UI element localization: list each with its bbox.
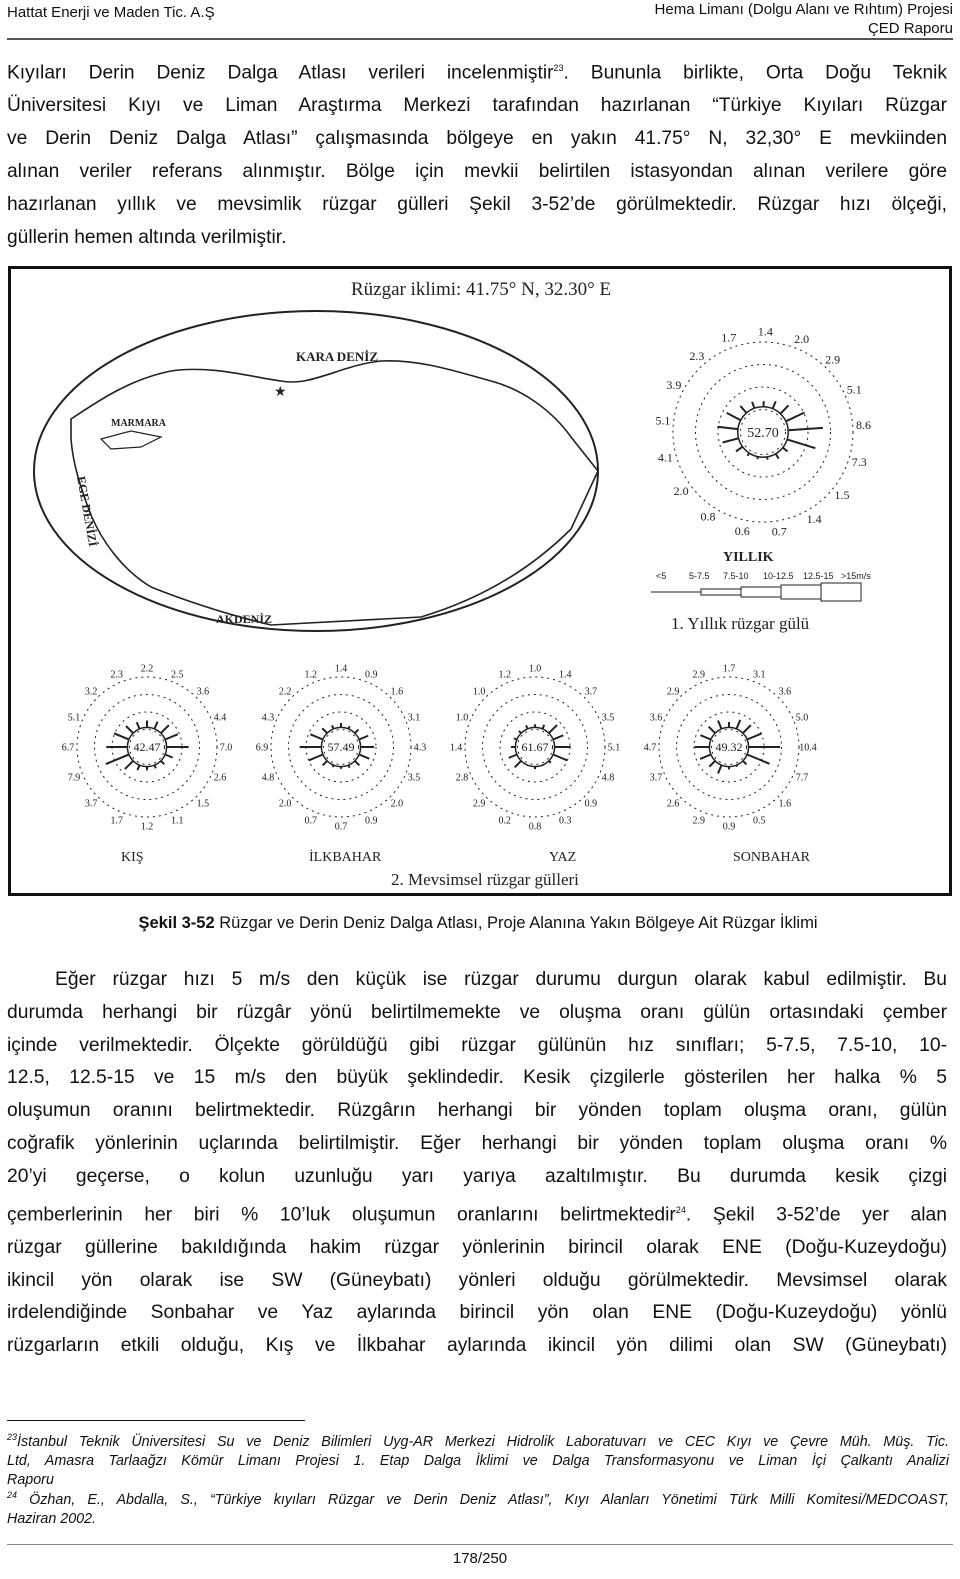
rose-arm [773,401,776,408]
direction-frequency-label: 5.1 [655,413,671,428]
rose-arm [747,733,762,739]
direction-frequency-label: 3.7 [84,798,98,810]
scale-label: 7.5-10 [723,571,749,581]
rose-arm [125,761,133,769]
rose-arm [137,765,139,770]
direction-frequency-label: 3.7 [649,772,663,784]
rose-arm [359,736,368,740]
rose-arm [165,755,173,758]
rose-arm [718,765,721,773]
scale-label: 12.5-15 [803,571,834,581]
rose-arm [355,761,359,765]
direction-frequency-label: 0.3 [558,815,572,827]
text-span: Kıyıları Derin Deniz Dalga Atlası verileri incelenmiştir [7,62,554,84]
direction-frequency-label: 1.2 [498,669,512,681]
direction-frequency-label: 5.1 [846,382,862,397]
footnote-text: İstanbul Teknik Üniversitesi Su ve Deniz Bilimleri Uyg-AR Merkezi Hidrolik Laboratuvarı ve CEC Kıyı ve Çevre Müh. Müş. Tic. [17,1433,949,1450]
body-paragraph [7,964,947,1363]
direction-frequency-label: 1.7 [721,330,737,345]
direction-frequency-label: 6.9 [255,742,269,754]
rose-arm [322,728,327,733]
text-line: hazırlanan yıllık ve mevsimlik rüzgar gülleri Şekil 3-52’de görülmektedir. Rüzgar hızı ölçeği, [7,194,947,216]
footnote-line: Raporu [7,1471,54,1488]
rose-arm [737,765,738,766]
direction-frequency-label: 1.6 [390,686,404,698]
direction-frequency-label: 5.0 [795,712,809,724]
direction-frequency-label: 0.2 [498,815,512,827]
direction-frequency-label: 2.0 [278,798,292,810]
footnote-23 [7,1428,949,1490]
winter-wind-rose [62,664,233,833]
rose-arm [161,725,169,733]
direction-frequency-label: 10.4 [799,742,817,754]
rose-arm [359,755,369,759]
text-line: Üniversitesi Kıyı ve Liman Araştırma Merkezi tarafından hazırlanan “Türkiye Kıyıları Rüzgar [7,95,947,117]
direction-frequency-label: 7.7 [795,772,809,784]
page-footer-divider [7,1544,953,1545]
calm-percentage: 49.32 [715,740,743,755]
text-line: Eğer rüzgar hızı 5 m/s den küçük ise rüzgar durumu durgun olarak kabul edilmiştir. Bu [55,969,947,990]
text-span: . Bununla birlikte, Orta Doğu Teknik [563,62,948,84]
autumn-wind-rose [644,664,817,833]
direction-frequency-label: 4.3 [261,712,275,724]
text-line: 12.5, 12.5-15 ve 15 m/s den büyük şeklindedir. Kesik çizgilerle gösterilen her halka % 5 [7,1067,947,1089]
rose-arm [549,761,551,763]
direction-frequency-label: 2.0 [390,798,404,810]
rose-arm [780,405,788,413]
rose-arm [783,448,788,452]
direction-frequency-label: 3.6 [778,686,792,698]
coastline [71,361,598,625]
footnote-ref-24[interactable]: 24 [675,1204,686,1215]
wind-rose-figure-svg [11,269,949,893]
direction-frequency-label: 3.2 [84,686,98,698]
autumn-label: SONBAHAR [733,850,811,865]
map-label-mediterranean: AKDENİZ [216,612,273,626]
direction-frequency-label: 1.4 [757,324,773,339]
footnote-line: Ltd, Amasra Tarlaağzı Kömür Limanı Projesi 1. Etap Dalga İklimi ve Dalga Transformasyonu ve Liman İçi Çalkantı Analizi [7,1452,949,1469]
direction-frequency-label: 3.5 [601,712,615,724]
map-label-aegean: EGE DENİZİ [74,475,101,548]
footnote-ref-23[interactable]: 23 [553,63,564,73]
direction-frequency-label: 3.6 [196,686,210,698]
direction-frequency-label: 5.1 [607,742,621,754]
map-label-marmara: MARMARA [111,418,166,429]
text-line: rüzgarların etkili olduğu, Kış ve İlkbahar aylarında ikincil yön dilimi olan SW (Güneybatı) [7,1335,947,1357]
rose-arm [509,755,517,758]
direction-frequency-label: 4.3 [413,742,427,754]
direction-frequency-label: 7.0 [219,742,233,754]
direction-frequency-label: 2.2 [140,663,154,675]
direction-frequency-label: 2.2 [278,686,292,698]
text-line: ve Derin Deniz Dalga Atlası” çalışmasında bölgeye en yakın 41.75° N, 32,30° E mevkiinden [7,128,947,150]
seasonal-rose-caption: 2. Mevsimsel rüzgar gülleri [391,870,579,889]
direction-frequency-label: 3.6 [649,712,663,724]
project-name: Hema Limanı (Dolgu Alanı ve Rıhtım) Projesi [654,1,953,18]
text-line [7,1194,947,1232]
rose-arm [514,738,517,739]
footnote-line: Haziran 2002. [7,1510,97,1527]
direction-frequency-label: 2.0 [794,332,810,347]
project-title-block [655,0,953,38]
direction-frequency-label: 3.9 [666,378,682,393]
rose-arm [747,453,749,456]
rose-arm [155,765,156,768]
direction-frequency-label: 0.6 [734,523,750,538]
rose-arm [355,730,359,734]
direction-frequency-label: 0.9 [364,669,378,681]
direction-frequency-label: 2.3 [110,669,124,681]
marmara-sea [101,431,161,449]
text-line: alınan veriler referans alınmıştır. Bölge için mevkii belirtilen istasyondan alınan verilere göre [7,161,947,183]
direction-frequency-label: 0.7 [771,524,787,539]
footnote-text: Özhan, E., Abdalla, S., “Türkiye kıyıları Rüzgar ve Derin Deniz Atlası”, Kıyı Alanları Yönetimi Türk Milli Komitesi/MEDCOAST, [17,1491,949,1508]
text-line: irdelendiğinde Sonbahar ve Yaz aylarında birincil yön olan ENE (Doğu-Kuzeydoğu) yönlü [7,1302,947,1324]
text-span: . Şekil 3-52’de yer alan [685,1204,947,1225]
direction-frequency-label: 1.7 [110,815,124,827]
text-line [7,52,947,89]
spring-wind-rose [256,664,427,833]
direction-frequency-label: 1.2 [140,821,154,833]
rose-arm [700,755,711,759]
rose-arm [126,726,133,733]
rose-arm [549,725,557,733]
company-name: Hattat Enerji ve Maden Tic. A.Ş [7,4,215,21]
direction-frequency-label: 0.8 [700,509,716,524]
page-header [7,0,953,40]
rose-arm [310,734,323,739]
text-line: durumda herhangi bir rüzgâr yönü belirtilmemekte ve oluşma oranı gülün ortasındaki çember [7,1001,947,1023]
direction-frequency-label: 1.5 [834,487,850,502]
scale-label: 5-7.5 [689,571,710,581]
direction-frequency-label: 0.9 [364,815,378,827]
scale-label: >15m/s [841,571,871,581]
direction-frequency-label: 3.7 [584,686,598,698]
direction-frequency-label: 2.6 [666,798,680,810]
scale-label: <5 [656,571,667,581]
rose-arm [788,428,823,430]
footnote-line [7,1428,949,1452]
rose-arm [787,439,815,448]
rose-arm [723,438,739,442]
direction-frequency-label: 1.5 [196,798,210,810]
text-line: içinde verilmektedir. Ölçekte görüldüğü gibi rüzgar gülünün hız sınıfları; 5-7.5, 7.5-10, 10- [7,1034,947,1056]
figure-title: Rüzgar iklimi: 41.75° N, 32.30° E [351,279,612,300]
direction-frequency-label: 2.5 [170,669,184,681]
scale-label: 10-12.5 [763,571,794,581]
rose-arm [114,733,129,739]
direction-frequency-label: 0.9 [722,821,736,833]
text-span: çemberlerinin her biri % 10’luk oluşumun oranlarını belirtmektedir [7,1204,676,1225]
direction-frequency-label: 2.9 [666,686,680,698]
text-line: coğrafik yönlerinin uçlarında belirtilmiştir. Eğer herhangi bir yönden toplam oluşma oranı % [7,1132,947,1154]
annual-rose-label: YILLIK [723,550,774,565]
rose-arm [757,457,758,459]
direction-frequency-label: 1.6 [778,798,792,810]
rose-arm [553,755,567,761]
rose-arm [526,725,527,728]
direction-frequency-label: 1.4 [449,742,463,754]
wind-climate-figure [8,266,952,896]
figure-caption-text: Rüzgar ve Derin Deniz Dalga Atlası, Proje Alanına Yakın Bölgeye Ait Rüzgar İklimi [214,914,818,932]
report-type: ÇED Raporu [867,20,953,37]
rose-arm [553,735,563,739]
rose-arm [333,765,334,767]
direction-frequency-label: 4.8 [601,772,615,784]
direction-frequency-label: 2.9 [825,352,841,367]
text-line: 20’yi geçerse, o kolun uzunluğu yarı yarıya azaltılmıştır. Bu durumda kesik çizgi [7,1165,947,1187]
calm-percentage: 42.47 [133,740,161,755]
direction-frequency-label: 1.4 [806,512,822,527]
rose-arm [106,755,129,765]
rose-arm [776,454,779,459]
intro-paragraph [7,52,947,254]
rose-arm [165,734,178,739]
direction-frequency-label: 2.9 [692,815,706,827]
direction-frequency-label: 4.7 [643,742,657,754]
direction-frequency-label: 0.9 [584,798,598,810]
direction-frequency-label: 2.8 [455,772,469,784]
rose-arm [309,755,323,761]
direction-frequency-label: 2.9 [692,669,706,681]
rose-arm [709,761,715,767]
rose-arm [349,765,350,768]
text-line: güllerin hemen altında verilmiştir. [7,227,287,249]
spring-label: İLKBAHAR [309,850,382,865]
footnote-line [7,1486,949,1510]
rose-arm [717,427,738,429]
direction-frequency-label: 0.7 [334,821,348,833]
rose-arm [752,402,754,408]
calm-percentage: 52.70 [747,425,779,441]
rose-arm [743,761,747,765]
direction-frequency-label: 8.6 [856,418,872,433]
rose-arm [786,413,805,422]
winter-label: KIŞ [121,850,144,865]
direction-frequency-label: 2.3 [689,349,705,364]
footnote-number: 24 [7,1490,18,1500]
rose-arm [736,447,743,452]
map-label-black-sea: KARA DENİZ [296,349,378,364]
rose-arm [743,725,751,733]
direction-frequency-label: 1.2 [304,669,318,681]
project-location-star-icon: ★ [274,384,287,400]
direction-frequency-label: 3.1 [407,712,421,724]
figure-number: Şekil 3-52 [138,914,215,932]
page-number: 178/250 [452,1550,508,1567]
calm-percentage: 57.49 [327,740,355,755]
direction-frequency-label: 5.1 [67,712,81,724]
footnote-24 [7,1486,949,1529]
rose-arm [718,720,721,728]
direction-frequency-label: 1.0 [472,686,486,698]
summer-wind-rose [450,664,621,833]
direction-frequency-label: 4.1 [657,450,673,465]
direction-frequency-label: 0.8 [528,821,542,833]
annual-rose-caption: 1. Yıllık rüzgar gülü [671,614,810,633]
direction-frequency-label: 0.7 [304,815,318,827]
direction-frequency-label: 7.9 [67,772,81,784]
direction-frequency-label: 1.4 [334,663,348,675]
direction-frequency-label: 3.1 [752,669,766,681]
rose-arm [700,735,710,739]
direction-frequency-label: 4.4 [213,712,227,724]
rose-arm [161,761,164,764]
rose-arm [155,722,158,729]
figure-caption [8,914,948,933]
rose-arm [332,725,333,728]
direction-frequency-label: 6.7 [61,742,75,754]
footnote-number: 23 [7,1432,18,1442]
direction-frequency-label: 1.7 [722,663,736,675]
direction-frequency-label: 1.4 [558,669,572,681]
direction-frequency-label: 2.9 [472,798,486,810]
rose-arm [349,726,350,729]
rose-arm [737,720,741,729]
rose-arm [747,755,769,764]
direction-frequency-label: 2.6 [213,772,227,784]
direction-frequency-label: 7.3 [851,455,867,470]
rose-arm [515,761,521,767]
direction-frequency-label: 2.0 [673,484,689,499]
summer-label: YAZ [549,850,577,865]
rose-arm [323,761,327,765]
footnote-divider [7,1420,305,1421]
direction-frequency-label: 4.8 [261,772,275,784]
rose-arm [709,727,715,733]
calm-percentage: 61.67 [521,740,549,755]
direction-frequency-label: 1.0 [528,663,542,675]
rose-arm [137,722,140,729]
text-line: oluşumun oranını belirtmektedir. Rüzgârın herhangi bir yönden toplam oluşma oranı, gülün [7,1100,947,1122]
direction-frequency-label: 1.0 [455,712,469,724]
direction-frequency-label: 0.5 [752,815,766,827]
annual-wind-rose [655,324,871,538]
text-line: rüzgar güllerine bakıldığında hakim rüzgar yönlerinin birincil olarak ENE (Doğu-Kuzeydoğu) [7,1236,947,1258]
rose-arm [543,725,545,729]
wind-speed-scale [651,571,871,601]
text-line: ikincil yön olarak ise SW (Güneybatı) yönleri olduğu görülmektedir. Mevsimsel olarak [7,1269,947,1291]
rose-arm [519,731,521,733]
direction-frequency-label: 1.1 [170,815,184,827]
rose-arm [740,406,746,413]
map-turkey [34,311,598,631]
rose-arm [727,413,741,420]
direction-frequency-label: 3.5 [407,772,421,784]
